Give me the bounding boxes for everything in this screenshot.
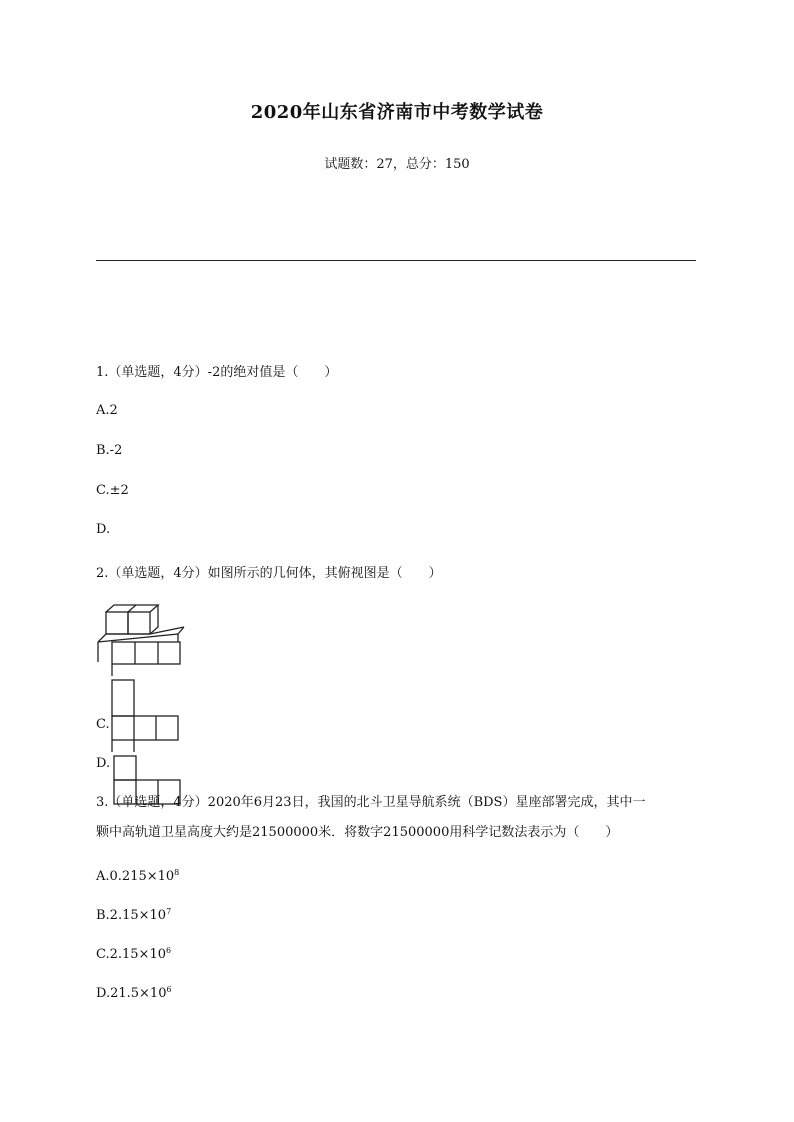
option-d-base: D.21.5×10 (96, 986, 167, 1001)
option-b-exponent: 7 (166, 907, 172, 916)
question-3-option-d (96, 985, 172, 1001)
option-c-base: C.2.15×10 (96, 947, 166, 962)
question-3-option-a (96, 868, 179, 884)
question-1-option-a: A.2 (96, 403, 118, 418)
option-c-top-view (110, 680, 182, 752)
divider (96, 260, 696, 261)
question-3-option-b (96, 907, 171, 923)
paper-summary: 试题数：27，总分：150 (324, 157, 470, 172)
question-1-option-c: C.±2 (96, 483, 129, 498)
question-3-option-c (96, 946, 171, 962)
question-2-option-d: D. (96, 756, 111, 771)
question-3-stem (96, 788, 702, 848)
question-2-stem: 2.（单选题，4分）如图所示的几何体，其俯视图是（ ） (96, 566, 442, 581)
option-a-top-view (110, 642, 182, 678)
question-2-option-c: C. (96, 717, 110, 732)
question-3-stem-line1: 3.（单选题，4分）2020年6月23日，我国的北斗卫星导航系统（BDS）星座部署完成，其中一 (96, 795, 646, 810)
paper-title: 2020年山东省济南市中考数学试卷 (250, 102, 544, 123)
option-a-exponent: 8 (174, 868, 180, 877)
option-d-exponent: 6 (166, 985, 172, 994)
question-1-option-b: B.-2 (96, 443, 123, 458)
option-a-base: A.0.215×10 (96, 869, 175, 884)
question-3-stem-line2: 颗中高轨道卫星高度大约是21500000米．将数字21500000用科学记数法表示为（ ） (96, 825, 619, 840)
question-1-stem: 1.（单选题，4分）-2的绝对值是（ ） (96, 365, 338, 380)
option-b-base: B.2.15×10 (96, 908, 167, 923)
option-c-exponent: 6 (166, 946, 172, 955)
question-1-option-d: D. (96, 522, 111, 537)
